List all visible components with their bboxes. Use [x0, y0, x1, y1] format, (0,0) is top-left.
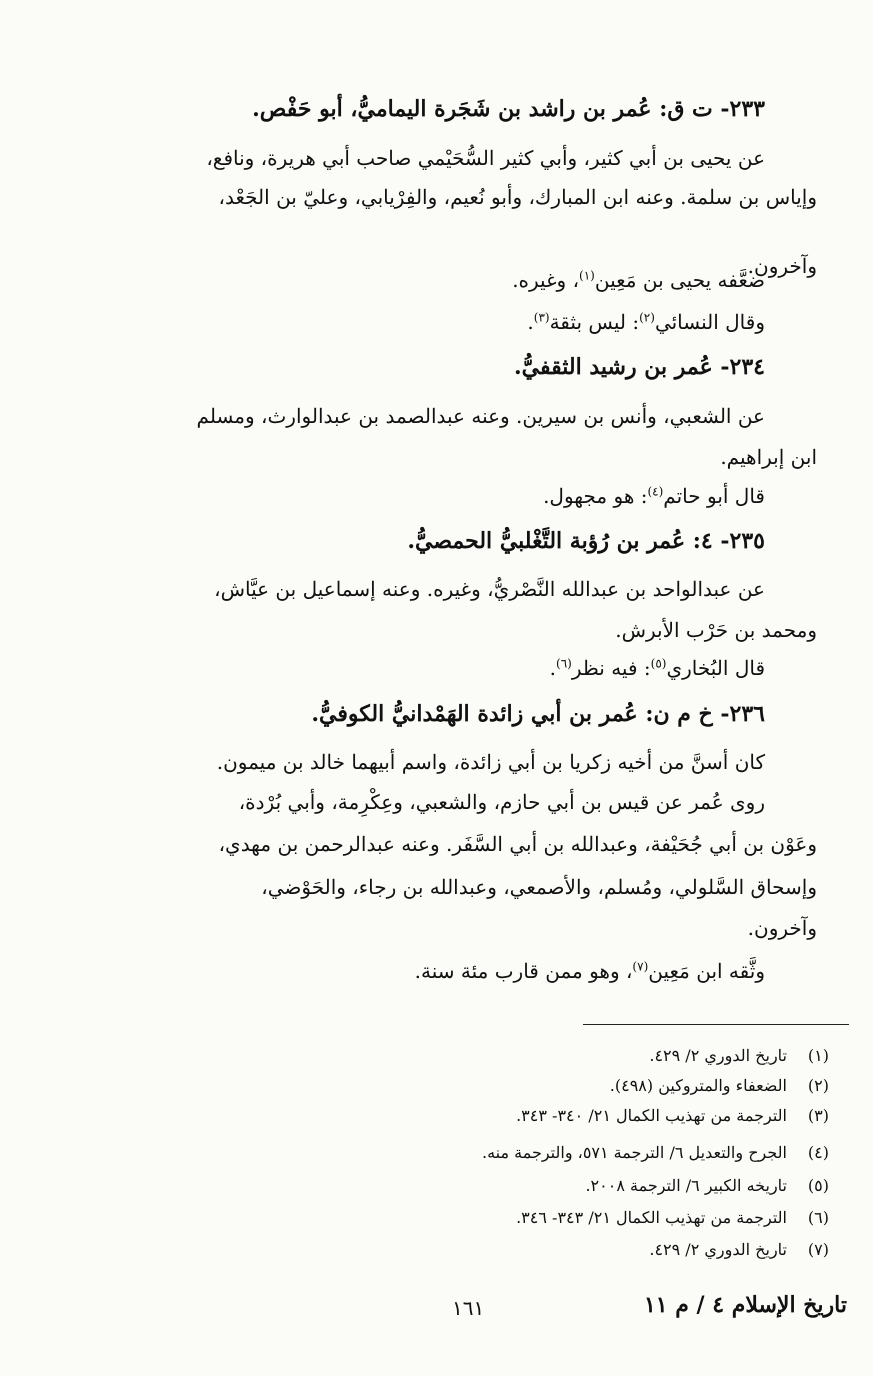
- footnote-number: (١): [807, 1046, 829, 1065]
- entry-heading: ٢٣٣- ت ق: عُمر بن راشد بن شَجَرة اليماميُّ، أبو حَفْص.: [252, 96, 765, 122]
- entry-heading: ٢٣٦- خ م ن: عُمر بن أبي زائدة الهَمْدانيُّ الكوفيُّ.: [311, 701, 765, 727]
- intro-line: كان أسنَّ من أخيه زكريا بن أبي زائدة، واسم أبيهما خالد بن ميمون.: [216, 750, 765, 774]
- saying-text: ضعَّفه يحيى بن مَعِين: [594, 268, 765, 292]
- saying-after: : هو مجهول.: [543, 484, 648, 508]
- footnote: [585, 1176, 829, 1195]
- entry-heading: ٢٣٥- ٤: عُمر بن رُؤبة التَّغْلبيُّ الحمصيُّ.: [407, 528, 765, 554]
- footnote-text: الترجمة من تهذيب الكمال ٢١/ ٣٤٠- ٣٤٣.: [516, 1106, 787, 1125]
- footnote-number: (٣): [807, 1106, 829, 1125]
- saying-line: [512, 270, 765, 290]
- entry-heading: ٢٣٤- عُمر بن رشيد الثقفيُّ.: [513, 354, 765, 380]
- footnote: [610, 1076, 829, 1095]
- footnote-text: الترجمة من تهذيب الكمال ٢١/ ٣٤٣- ٣٤٦.: [516, 1208, 787, 1227]
- saying-line: [415, 961, 765, 981]
- footnote-ref: (٢): [639, 310, 655, 325]
- saying-mid: : فيه نظر: [571, 656, 651, 680]
- saying-after: ، وهو ممن قارب مئة سنة.: [414, 959, 633, 983]
- footnote-ref: (٧): [632, 959, 649, 974]
- footnote-text: الجرح والتعديل ٦/ الترجمة ٥٧١، والترجمة منه.: [481, 1143, 787, 1162]
- footnote-ref: (٤): [647, 484, 664, 499]
- saying-text: قال البُخاري: [666, 656, 765, 680]
- narrator-line: روى عُمر عن قيس بن أبي حازم، والشعبي، وعِكْرِمة، وأبي بُرْدة،: [238, 790, 765, 814]
- saying-text: قال أبو حاتم: [663, 484, 765, 508]
- narrator-line: وإياس بن سلمة. وعنه ابن المبارك، وأبو نُعيم، والفِرْيابي، وعليّ بن الجَعْد،: [218, 185, 817, 209]
- footnote-number: (٦): [807, 1208, 829, 1227]
- saying-mid: : ليس بثقة: [549, 310, 640, 334]
- saying-after: ، وغيره.: [512, 268, 580, 292]
- saying-text: وثَّقه ابن مَعِين: [648, 959, 765, 983]
- footnote-divider: [583, 1024, 849, 1025]
- narrator-line: وآخرون.: [747, 916, 817, 940]
- footnote-text: تاريخه الكبير ٦/ الترجمة ٢٠٠٨.: [585, 1176, 787, 1195]
- narrator-line: ابن إبراهيم.: [720, 445, 817, 469]
- saying-text: وقال النسائي: [654, 310, 765, 334]
- saying-line: [543, 486, 765, 506]
- footnote-ref: (٦): [556, 656, 572, 671]
- footnote-ref: (٥): [650, 656, 667, 671]
- footnote-text: الضعفاء والمتروكين (٤٩٨).: [609, 1076, 787, 1095]
- narrator-line: عن الشعبي، وأنس بن سيرين. وعنه عبدالصمد بن عبدالوارث، ومسلم: [196, 404, 765, 428]
- footnote: [516, 1208, 829, 1227]
- footnote-text: تاريخ الدوري ٢/ ٤٢٩.: [649, 1240, 787, 1259]
- narrator-line: عن عبدالواحد بن عبدالله النَّصْريُّ، وغيره. وعنه إسماعيل بن عيَّاش،: [214, 577, 765, 601]
- saying-after: .: [527, 310, 534, 334]
- narrator-line: ومحمد بن حَرْب الأبرش.: [615, 618, 817, 642]
- narrator-line: وآخرون.: [747, 254, 817, 278]
- footnote-number: (٢): [807, 1076, 829, 1095]
- footnote-ref: (١): [579, 268, 595, 283]
- narrator-line: وإسحاق السَّلولي، ومُسلم، والأصمعي، وعبدالله بن رجاء، والحَوْضي،: [261, 875, 817, 899]
- saying-line: [527, 312, 765, 332]
- saying-after: .: [549, 656, 557, 680]
- footnote: [482, 1143, 829, 1162]
- page-number: ١٦١: [452, 1296, 485, 1320]
- footnote-number: (٤): [807, 1143, 829, 1162]
- saying-line: [550, 658, 765, 678]
- narrator-line: عن يحيى بن أبي كثير، وأبي كثير السُّحَيْمي صاحب أبي هريرة، ونافع،: [206, 146, 765, 170]
- footnote-number: (٥): [807, 1176, 829, 1195]
- footnote-text: تاريخ الدوري ٢/ ٤٢٩.: [649, 1046, 787, 1065]
- footnote: [649, 1046, 829, 1065]
- footnote-ref: (٣): [533, 310, 550, 325]
- book-title: تاريخ الإسلام ٤ / م ١١: [643, 1292, 847, 1318]
- footnote-number: (٧): [807, 1240, 829, 1259]
- narrator-line: وعَوْن بن أبي جُحَيْفة، وعبدالله بن أبي السَّفَر. وعنه عبدالرحمن بن مهدي،: [218, 832, 817, 856]
- footnote: [649, 1240, 829, 1259]
- footnote: [516, 1106, 829, 1125]
